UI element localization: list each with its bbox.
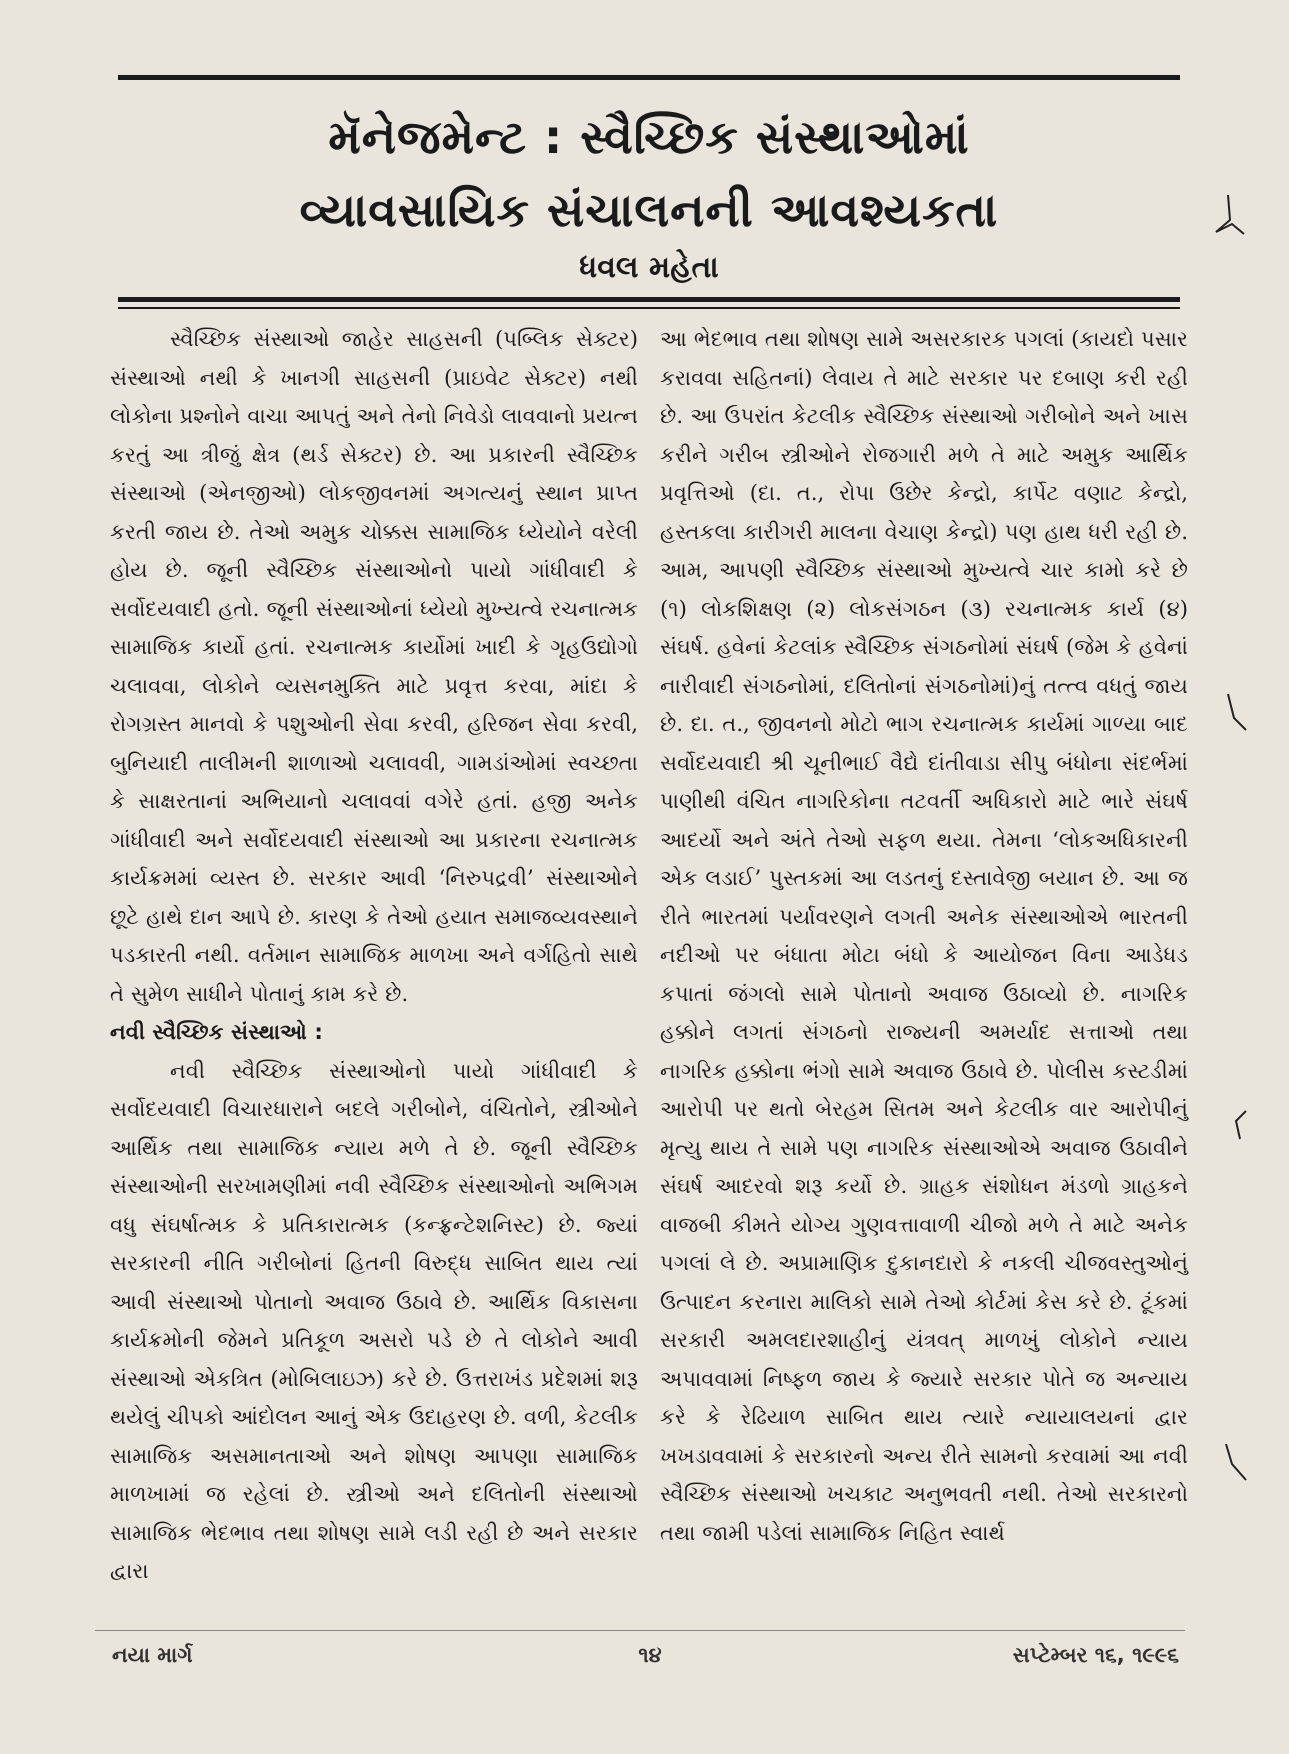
article-title-line1: મૅનેજમેન્ટ : સ્વૈચ્છિક સંસ્થાઓમાં [328, 110, 970, 164]
left-paragraph-1: સ્વૈચ્છિક સંસ્થાઓ જાહેર સાહસની (પબ્લિક સેક્ટર) સંસ્થાઓ નથી કે ખાનગી સાહસની (પ્રાઇવેટ સેક્ટર) નથી લોકોના પ્રશ્નોને વાચા આપતું અને તેનો નિવેડો લાવવાનો પ્રયત્ન કરતું આ ત્રીજું ક્ષેત્ર (થર્ડ સેક્ટર) છે. આ પ્રકારની સ્વૈચ્છિક સંસ્થાઓ (એનજીઓ) લોકજીવનમાં અગત્યનું સ્થાન પ્રાપ્ત કરતી જાય છે. તેઓ અમુક ચોક્કસ સામાજિક ધ્યેયોને વરેલી હોય છે. જૂની સ્વૈચ્છિક સંસ્થાઓનો પાયો ગાંધીવાદી કે સર્વોદયવાદી હતો. જૂની સંસ્થાઓનાં ધ્યેયો મુખ્યત્વે રચનાત્મક સામાજિક કાર્યો હતાં. રચનાત્મક કાર્યોમાં ખાદી કે ગૃહઉદ્યોગો ચલાવવા, લોકોને વ્યસનમુક્તિ માટે પ્રવૃત્ત કરવા, માંદા કે રોગગ્રસ્ત માનવો કે પશુઓની સેવા કરવી, હરિજન સેવા કરવી, બુનિયાદી તાલીમની શાળાઓ ચલાવવી, ગામડાંઓમાં સ્વચ્છતા કે સાક્ષરતાનાં અભિયાનો ચલાવવાં વગેરે હતાં. હજી અનેક ગાંધીવાદી અને સર્વોદયવાદી સંસ્થાઓ આ પ્રકારના રચનાત્મક કાર્યક્રમમાં વ્યસ્ત છે. સરકાર આવી ‘નિરુપદ્રવી’ સંસ્થાઓને છૂટે હાથે દાન આપે છે. કારણ કે તેઓ હયાત સમાજવ્યવસ્થાને પડકારતી નથી. વર્તમાન સામાજિક માળખા અને વર્ગહિતો સાથે તે સુમેળ સાધીને પોતાનું કામ કરે છે. [110, 326, 638, 1006]
top-rule [118, 75, 1180, 80]
footer-publication: નયા માર્ગ [112, 1643, 193, 1667]
footer-rule [95, 1630, 1185, 1631]
article-title-line2: વ્યાવસાયિક સંચાલનની આવશ્યકતા [299, 183, 999, 237]
right-column [660, 320, 1188, 1552]
left-column [110, 320, 638, 1591]
section-heading: નવી સ્વૈચ્છિક સંસ્થાઓ : [110, 1019, 323, 1044]
paper-tear-mark-1 [1208, 190, 1248, 240]
right-paragraph-1: આ ભેદભાવ તથા શોષણ સામે અસરકારક પગલાં (કાયદો પસાર કરાવવા સહિતનાં) લેવાય તે માટે સરકાર પર દબાણ કરી રહી છે. આ ઉપરાંત કેટલીક સ્વૈચ્છિક સંસ્થાઓ ગરીબોને અને ખાસ કરીને ગરીબ સ્ત્રીઓને રોજગારી મળે તે માટે અમુક આર્થિક પ્રવૃત્તિઓ (દા. ત., રોપા ઉછેર કેન્દ્રો, કાર્પેટ વણાટ કેન્દ્રો, હસ્તકલા કારીગરી માલના વેચાણ કેન્દ્રો) પણ હાથ ધરી રહી છે. આમ, આપણી સ્વૈચ્છિક સંસ્થાઓ મુખ્યત્વે ચાર કામો કરે છે (૧) લોકશિક્ષણ (૨) લોકસંગઠન (૩) રચનાત્મક કાર્ય (૪) સંઘર્ષ. હવેનાં કેટલાંક સ્વૈચ્છિક સંગઠનોમાં સંઘર્ષ (જેમ કે હવેનાં નારીવાદી સંગઠનોમાં, દલિતોનાં સંગઠનોમાં)નું તત્ત્વ વધતું જાય છે. દા. ત., જીવનનો મોટો ભાગ રચનાત્મક કાર્યમાં ગાળ્યા બાદ સર્વોદયવાદી શ્રી ચૂનીભાઈ વૈદ્યે દાંતીવાડા સીપુ બંધોના સંદર્ભમાં પાણીથી વંચિત નાગરિકોના તટવર્તી અધિકારો માટે ભારે સંઘર્ષ આદર્યો અને અંતે તેઓ સફળ થયા. તેમના ‘લોકઅધિકારની એક લડાઈ’ પુસ્તકમાં આ લડતનું દસ્તાવેજી બયાન છે. આ જ રીતે ભારતમાં પર્યાવરણને લગતી અનેક સંસ્થાઓએ ભારતની નદીઓ પર બંધાતા મોટા બંધો કે આયોજન વિના આડેધડ કપાતાં જંગલો સામે પોતાનો અવાજ ઉઠાવ્યો છે. નાગરિક હક્કોને લગતાં સંગઠનો રાજ્યની અમર્યાદ સત્તાઓ તથા નાગરિક હક્કોના ભંગો સામે અવાજ ઉઠાવે છે. પોલીસ કસ્ટડીમાં આરોપી પર થતો બેરહમ સિતમ અને કેટલીક વાર આરોપીનું મૃત્યુ થાય તે સામે પણ નાગરિક સંસ્થાઓએ અવાજ ઉઠાવીને સંઘર્ષ આદરવો શરૂ કર્યો છે. ગ્રાહક સંશોધન મંડળો ગ્રાહકને વાજબી કીમતે યોગ્ય ગુણવત્તાવાળી ચીજો મળે તે માટે અનેક પગલાં લે છે. અપ્રામાણિક દુકાનદારો કે નકલી ચીજવસ્તુઓનું ઉત્પાદન કરનારા માલિકો સામે તેઓ કોર્ટમાં કેસ કરે છે. ટૂંકમાં સરકારી અમલદારશાહીનું યંત્રવત્ માળખું લોકોને ન્યાય અપાવવામાં નિષ્ફળ જાય કે જ્યારે સરકાર પોતે જ અન્યાય કરે કે રેઢિયાળ સાબિત થાય ત્યારે ન્યાયાલયનાં દ્વાર ખખડાવવામાં કે સરકારનો અન્ય રીતે સામનો કરવામાં આ નવી સ્વૈચ્છિક સંસ્થાઓ ખચકાટ અનુભવતી નથી. તેઓ સરકારનો તથા જામી પડેલાં સામાજિક નિહિત સ્વાર્થ [660, 326, 1188, 1545]
title-rule-thick [118, 297, 1180, 302]
left-paragraph-2: નવી સ્વૈચ્છિક સંસ્થાઓનો પાયો ગાંધીવાદી કે સર્વોદયવાદી વિચારધારાને બદલે ગરીબોને, વંચિતોને, સ્ત્રીઓને આર્થિક તથા સામાજિક ન્યાય મળે તે છે. જૂની સ્વૈચ્છિક સંસ્થાઓની સરખામણીમાં નવી સ્વૈચ્છિક સંસ્થાઓનો અભિગમ વધુ સંઘર્ષાત્મક કે પ્રતિકારાત્મક (કન્ફ્રન્ટેશનિસ્ટ) છે. જ્યાં સરકારની નીતિ ગરીબોનાં હિતની વિરુદ્ધ સાબિત થાય ત્યાં આવી સંસ્થાઓ પોતાનો અવાજ ઉઠાવે છે. આર્થિક વિકાસના કાર્યક્રમોની જેમને પ્રતિકૂળ અસરો પડે છે તે લોકોને આવી સંસ્થાઓ એકત્રિત (મોબિલાઇઝ) કરે છે. ઉત્તરાખંડ પ્રદેશમાં શરૂ થયેલું ચીપકો આંદોલન આનું એક ઉદાહરણ છે. વળી, કેટલીક સામાજિક અસમાનતાઓ અને શોષણ આપણા સામાજિક માળખામાં જ રહેલાં છે. સ્ત્રીઓ અને દલિતોની સંસ્થાઓ સામાજિક ભેદભાવ તથા શોષણ સામે લડી રહી છે અને સરકાર દ્વારા [110, 1057, 638, 1583]
footer-page-number: ૧૪ [638, 1643, 662, 1667]
paper-tear-mark-4 [1220, 1440, 1250, 1485]
title-rule-thin [118, 307, 1180, 309]
paper-tear-mark-3 [1222, 1105, 1252, 1145]
paper-tear-mark-2 [1222, 690, 1252, 735]
article-author: ધવલ મહેતા [579, 250, 719, 285]
footer-date: સપ્ટેમ્બર ૧૬, ૧૯૯૬ [1012, 1643, 1179, 1667]
